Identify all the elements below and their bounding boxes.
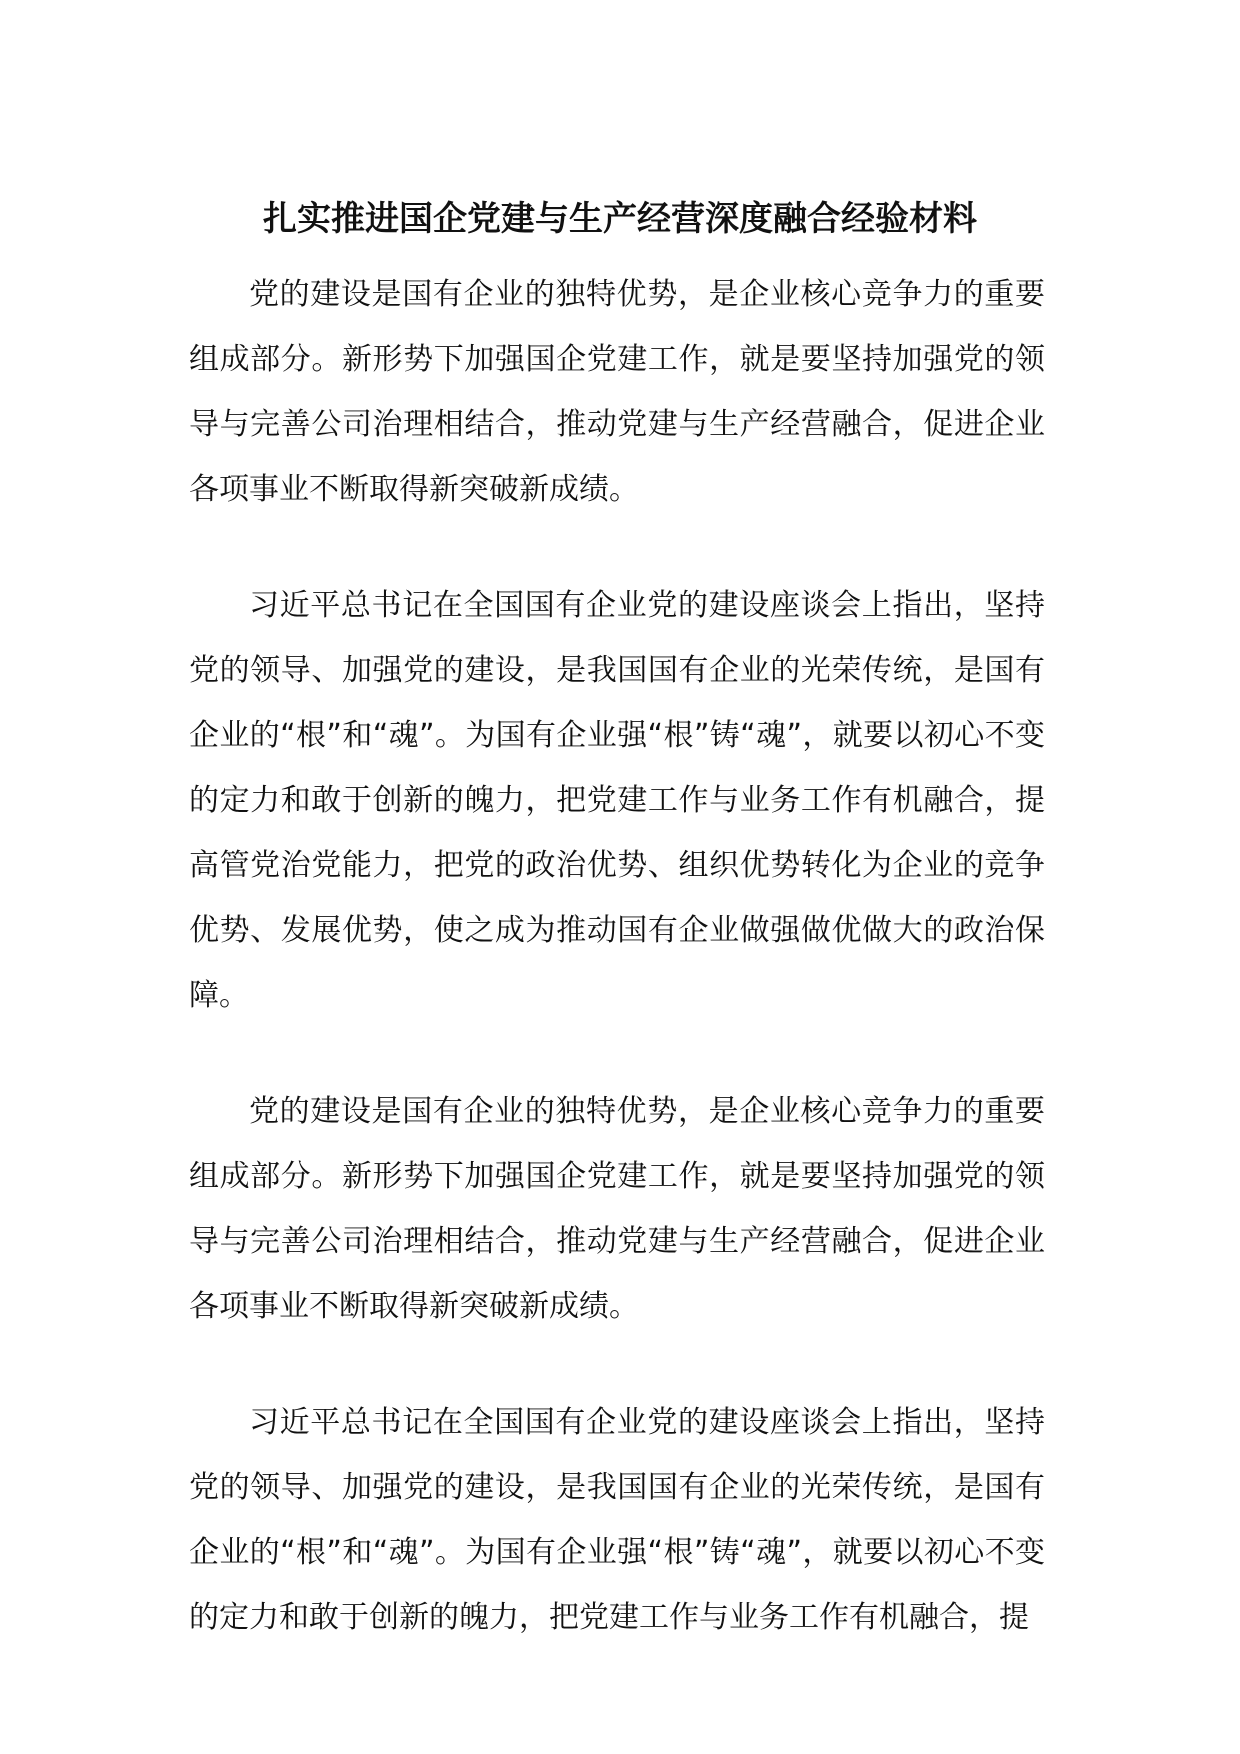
paragraph: 习近平总书记在全国国有企业党的建设座谈会上指出，坚持党的领导、加强党的建设，是我国国有企业的光荣传统，是国有企业的“根”和“魂”。为国有企业强“根”铸“魂”，就要以初心不变的定力和敢于创新的魄力，把党建工作与业务工作有机融合，提高管党治党能力，把党的政治优势、组织优势转化为企业的竞争优势、发展优势，使之成为推动国有企业做强做优做大的政治保障。	[189, 588, 1045, 1013]
paragraph: 党的建设是国有企业的独特优势，是企业核心竞争力的重要组成部分。新形势下加强国企党建工作，就是要坚持加强党的领导与完善公司治理相结合，推动党建与生产经营融合，促进企业各项事业不断取得新突破新成绩。	[189, 277, 1045, 507]
document-title: 扎实推进国企党建与生产经营深度融合经验材料	[263, 198, 977, 239]
paragraph: 习近平总书记在全国国有企业党的建设座谈会上指出，坚持党的领导、加强党的建设，是我国国有企业的光荣传统，是国有企业的“根”和“魂”。为国有企业强“根”铸“魂”，就要以初心不变的定力和敢于创新的魄力，把党建工作与业务工作有机融合，提	[189, 1405, 1045, 1635]
document-body	[189, 262, 1045, 1701]
paragraph: 党的建设是国有企业的独特优势，是企业核心竞争力的重要组成部分。新形势下加强国企党建工作，就是要坚持加强党的领导与完善公司治理相结合，推动党建与生产经营融合，促进企业各项事业不断取得新突破新成绩。	[189, 1094, 1045, 1324]
